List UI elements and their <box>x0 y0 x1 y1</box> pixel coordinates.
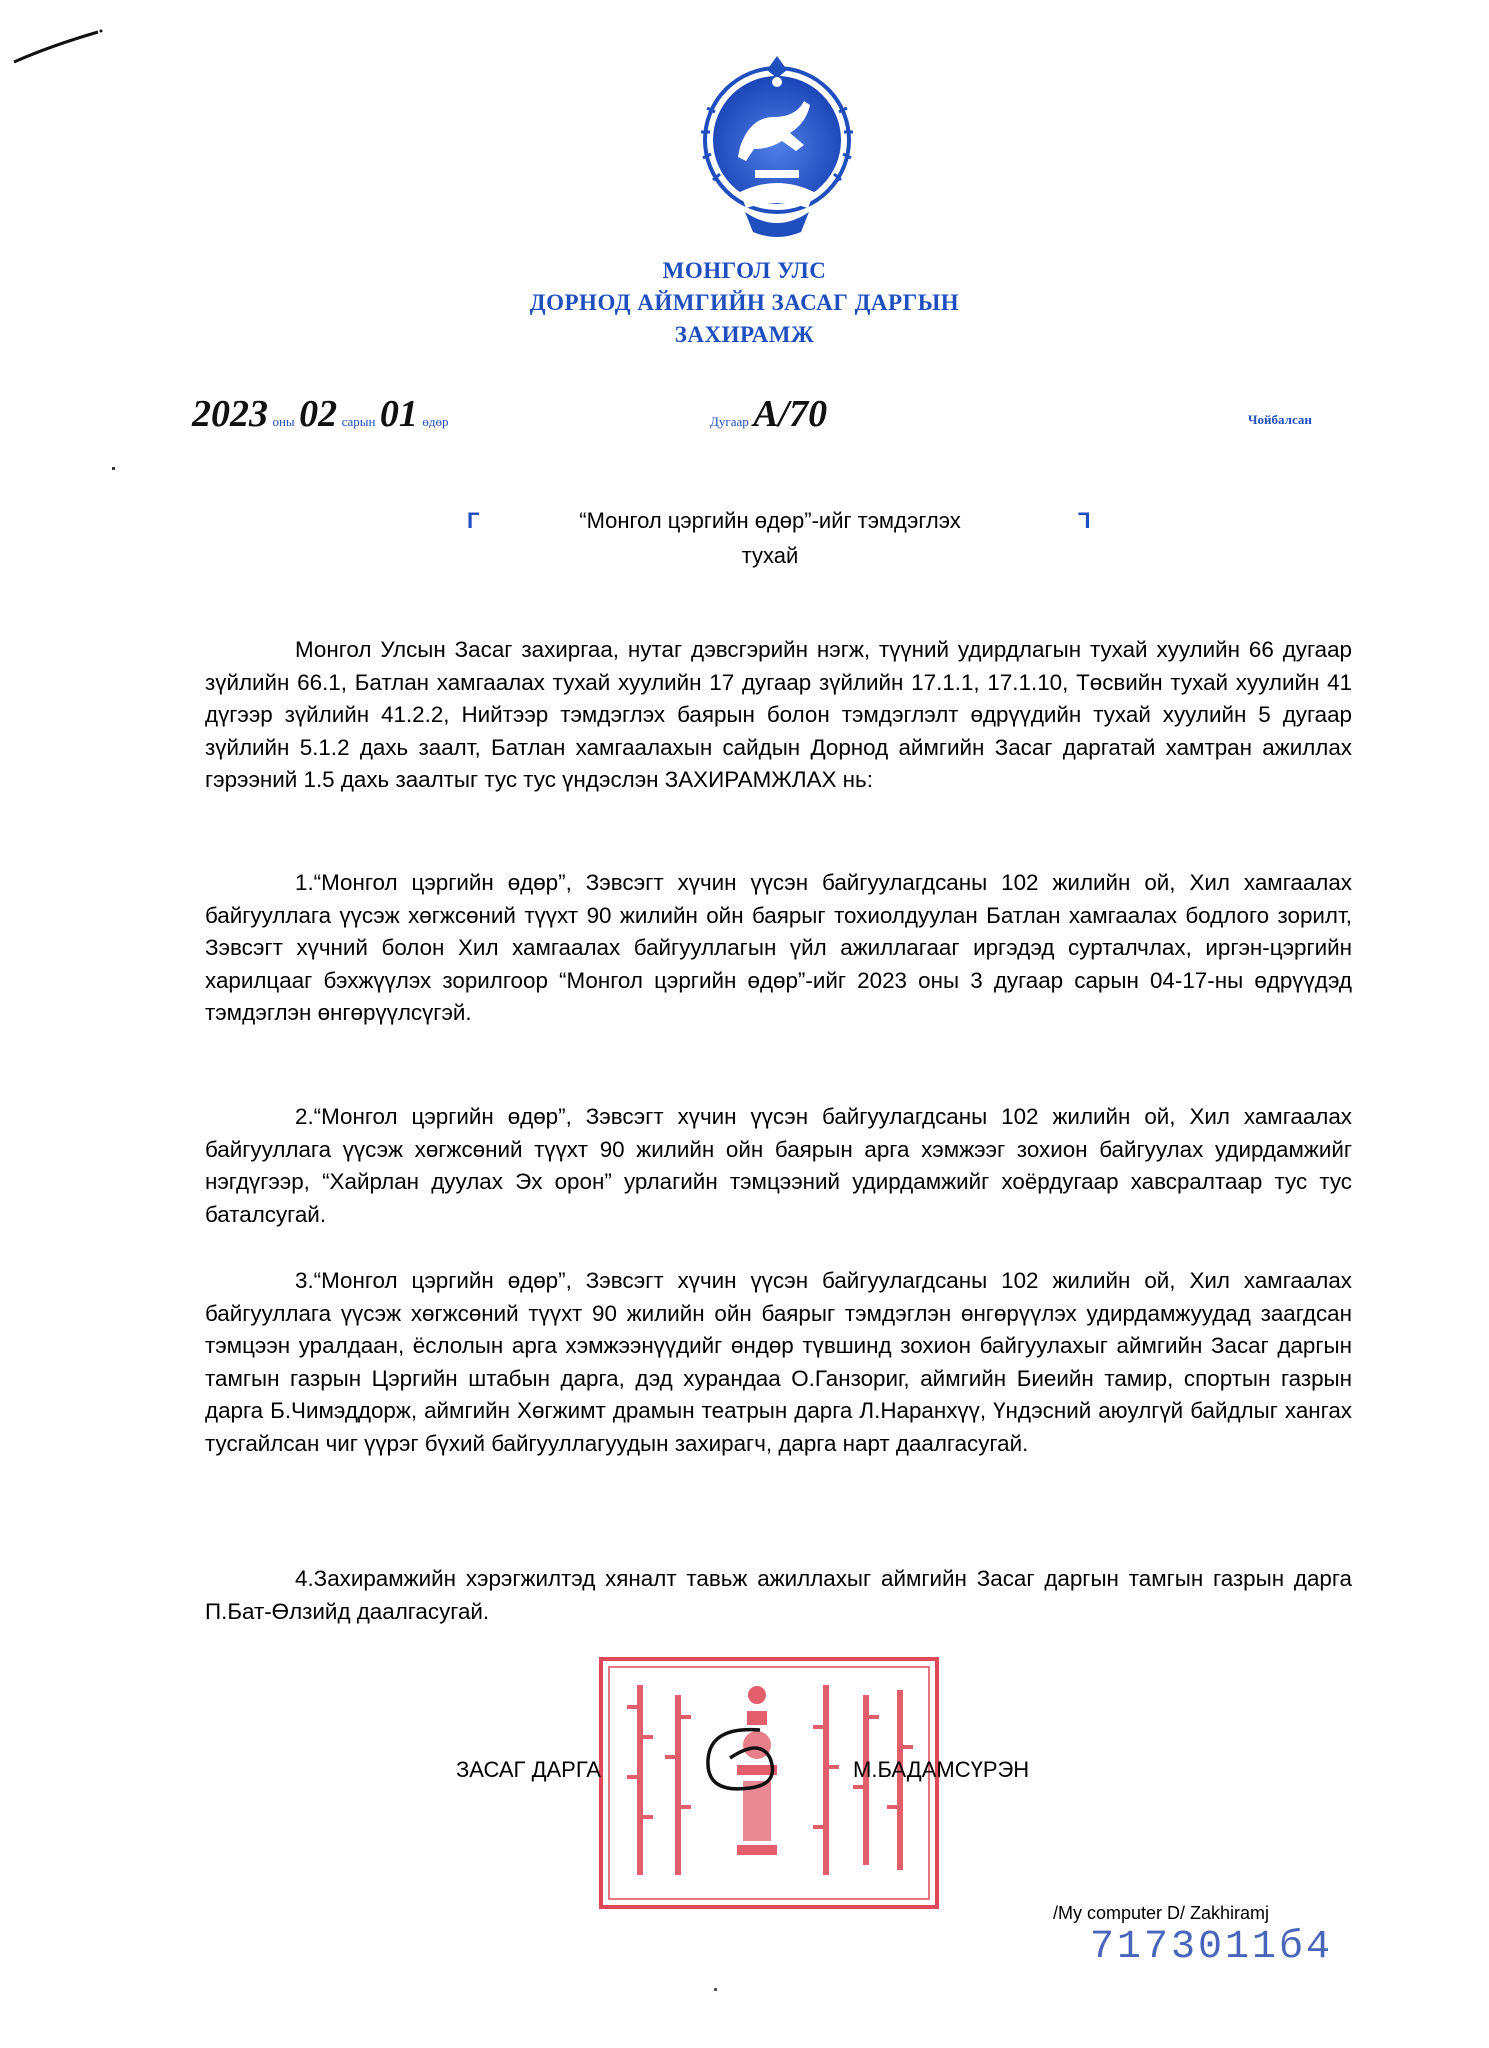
date-day: 01 <box>379 393 418 435</box>
country-title: МОНГОЛ УЛС <box>662 258 827 283</box>
date-month-suffix: сарын <box>341 414 376 429</box>
registration-number-stamp: 7173011б4 <box>1090 1925 1334 1970</box>
clause-2-paragraph: 2.“Монгол цэргийн өдөр”, Зэвсэгт хүчин үүсэн байгуулагдсаны 102 жилийн ой, Хил хамгаалах байгууллага үүсэж хөгжсөний түүхт 90 жилийн ойн баярын арга хэмжээг зохион байгуулах удирдамжийг нэгдүгээр, “Хайрлан дуулах Эх орон” урлагийн тэмцээний удирдамжийг хоёрдугаар хавсралтаар тус тус баталсугай. <box>205 1104 1352 1227</box>
clause-4-paragraph: 4.Захирамжийн хэрэгжилтэд хяналт тавьж ажиллахыг аймгийн Засаг даргын тамгын газрын дарга П.Бат-Өлзийд даалгасугай. <box>205 1566 1352 1624</box>
issue-place: Чойбалсан <box>1248 412 1312 427</box>
handwritten-signature <box>690 1718 800 1803</box>
clause-1-paragraph: 1.“Монгол цэргийн өдөр”, Зэвсэгт хүчин үүсэн байгуулагдсаны 102 жилийн ой, Хил хамгаалах байгууллага үүсэж хөгжсөний түүхт 90 жилийн ойн баярыг тохиолдуулан Батлан хамгаалах бодлого зорилт, Зэвсэгт хүчний болон Хил хамгаалах байгууллагын үйл ажиллагааг иргэдэд сурталчлах, иргэн-цэргийн харилцааг бэхжүүлэх зорилгоор “Монгол цэргийн өдөр”-ийг 2023 оны 3 дугаар сарын 04-17-ны өдрүүдэд тэмдэглэн өнгөрүүлсүгэй. <box>205 870 1352 1026</box>
subject-line-1: “Монгол цэргийн өдөр”-ийг тэмдэглэх <box>579 508 961 533</box>
pen-scribble-mark <box>10 28 105 68</box>
subject-left-bracket: Г <box>467 508 480 533</box>
state-emblem-icon <box>700 52 854 242</box>
date-year: 2023 <box>192 393 268 435</box>
subject-line-2: тухай <box>741 543 799 568</box>
number-label: Дугаар <box>710 414 749 429</box>
date-line <box>192 392 448 436</box>
file-path-note: /My computer D/ Zakhiramj <box>1053 1903 1270 1923</box>
number-value: А/70 <box>753 393 828 435</box>
signatory-name: М.БАДАМСҮРЭН <box>853 1757 1030 1782</box>
date-day-suffix: өдөр <box>422 414 449 429</box>
subject-right-bracket: Г <box>1078 508 1091 533</box>
clause-3-paragraph: 3.“Монгол цэргийн өдөр”, Зэвсэгт хүчин үүсэн байгуулагдсаны 102 жилийн ой, Хил хамгаалах байгууллага үүсэж хөгжсөний түүхт 90 жилийн ойн баярыг тэмдэглэн өнгөрүүлэх удирдамжуудад заагдсан тэмцээн уралдаан, ёслолын арга хэмжээнүүдийг өндөр түвшинд зохион байгуулахыг аймгийн Засаг даргын тамгын газрын Цэргийн штабын дарга, дэд хурандаа О.Ганзориг, аймгийн Биеийн тамир, спортын газрын дарга Б.Чимэддорж, аймгийн Хөгжимт драмын театрын дарга Л.Наранхүү, Үндэсний аюулгүй байдлыг хангах тусгайлсан чиг үүрэг бүхий байгууллагуудын захирагч, дарга нарт даалгасугай. <box>205 1268 1352 1456</box>
scan-speck <box>112 467 115 470</box>
date-month: 02 <box>299 393 338 435</box>
date-year-suffix: оны <box>272 414 295 429</box>
document-number <box>710 392 827 436</box>
signatory-title: ЗАСАГ ДАРГА <box>456 1757 601 1782</box>
document-type-title: ЗАХИРАМЖ <box>674 322 815 347</box>
preamble-paragraph: Монгол Улсын Засаг захиргаа, нутаг дэвсгэрийн нэгж, түүний удирдлагын тухай хуулийн 66 дугаар зүйлийн 66.1, Батлан хамгаалах тухай хуулийн 17 дугаар зүйлийн 17.1.1, 17.1.10, Төсвийн тухай хуулийн 41 дүгээр зүйлийн 41.2.2, Нийтээр тэмдэглэх баярын болон тэмдэглэлт өдрүүдийн тухай хуулийн 5 дугаар зүйлийн 5.1.2 дахь заалт, Батлан хамгаалахын сайдын Дорнод аймгийн Засаг даргатай хамтран ажиллах гэрээний 1.5 дахь заалтыг тус тус үндэслэн ЗАХИРАМЖЛАХ нь: <box>205 637 1352 793</box>
scan-speck <box>714 1988 717 1991</box>
authority-title: ДОРНОД АЙМГИЙН ЗАСАГ ДАРГЫН <box>529 290 960 315</box>
